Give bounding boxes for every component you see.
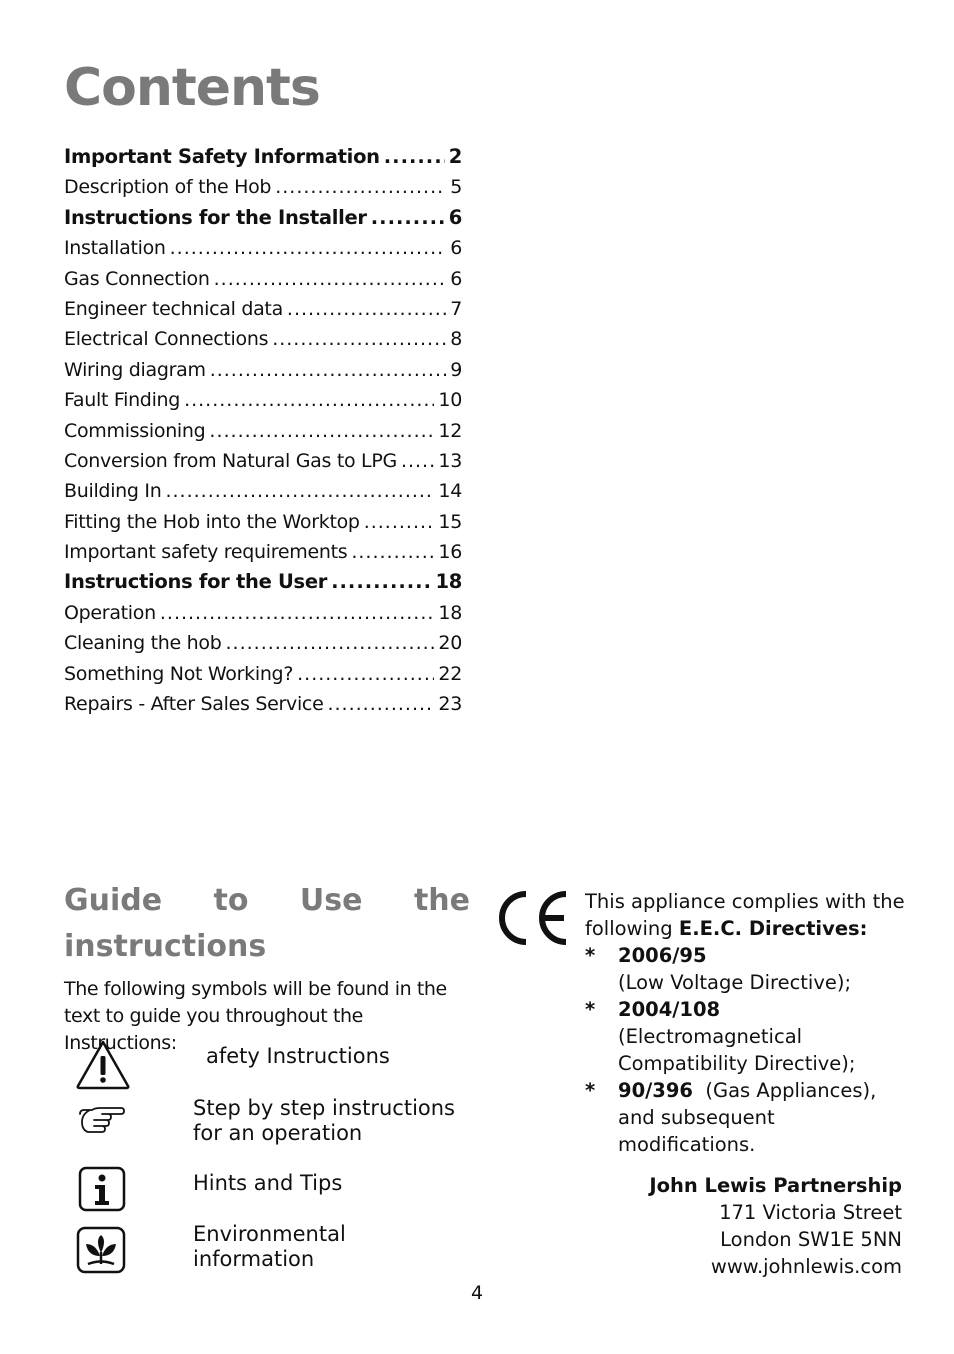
- toc-entry[interactable]: [64, 476, 462, 506]
- directive-code: 2006/95: [618, 944, 707, 967]
- info-icon: [78, 1166, 128, 1214]
- page-title: Contents: [64, 58, 320, 118]
- toc-entry[interactable]: [64, 203, 462, 233]
- toc-entry-label: Wiring diagram: [64, 358, 206, 381]
- directives-block: [585, 888, 905, 1158]
- toc-leader-dots: [327, 689, 434, 719]
- directive-desc: (Electromagnetical Compatibility Directive);: [618, 1025, 856, 1075]
- toc-leader-dots: [170, 233, 447, 263]
- warning-triangle-icon: [74, 1038, 132, 1092]
- toc-entry-page: 15: [438, 510, 462, 533]
- toc-leader-dots: [351, 537, 434, 567]
- toc-leader-dots: [214, 264, 447, 294]
- toc-entry-label: Electrical Connections: [64, 328, 269, 351]
- toc-entry[interactable]: [64, 659, 462, 689]
- toc-entry[interactable]: [64, 507, 462, 537]
- toc-entry[interactable]: [64, 233, 462, 263]
- website-link[interactable]: www.johnlewis.com: [710, 1255, 902, 1278]
- toc-entry[interactable]: [64, 598, 462, 628]
- toc-leader-dots: [272, 324, 446, 354]
- toc-entry-page: 23: [438, 693, 462, 716]
- toc-entry[interactable]: [64, 689, 462, 719]
- toc-entry-label: Important Safety Information: [64, 145, 380, 168]
- toc-entry-page: 20: [438, 632, 462, 655]
- toc-leader-dots: [401, 446, 434, 476]
- toc-leader-dots: [275, 172, 446, 202]
- toc-entry-label: Operation: [64, 601, 156, 624]
- toc-entry-page: 9: [450, 358, 462, 381]
- toc-entry[interactable]: [64, 294, 462, 324]
- toc-entry-page: 6: [450, 237, 462, 260]
- toc-entry-label: Installation: [64, 237, 166, 260]
- toc-leader-dots: [165, 476, 434, 506]
- toc-entry-label: Something Not Working?: [64, 662, 294, 685]
- directives-intro-text: This appliance complies with the following: [585, 890, 905, 940]
- directive-code: 90/396: [618, 1079, 693, 1102]
- toc-entry-page: 8: [450, 328, 462, 351]
- toc-entry[interactable]: [64, 446, 462, 476]
- toc-leader-dots: [226, 628, 435, 658]
- directive-item: [585, 942, 905, 996]
- directive-desc: (Low Voltage Directive);: [618, 971, 852, 994]
- toc-entry-page: 6: [450, 267, 462, 290]
- toc-leader-dots: [384, 142, 445, 172]
- page-number: 4: [470, 1282, 484, 1304]
- toc-entry-label: Description of the Hob: [64, 176, 272, 199]
- toc-leader-dots: [371, 203, 445, 233]
- toc-entry-page: 12: [438, 419, 462, 442]
- symbol-text-hints: Hints and Tips: [193, 1171, 343, 1195]
- directive-closing: and subsequent modifications.: [618, 1106, 775, 1156]
- toc-entry-page: 5: [450, 176, 462, 199]
- toc-entry-label: Gas Connection: [64, 267, 210, 290]
- guide-intro: The following symbols will be found in the text to guide you throughout the Instructions:: [64, 978, 447, 1054]
- symbol-text-steps: Step by step instructions for an operation: [193, 1096, 455, 1145]
- toc-entry-label: Instructions for the Installer: [64, 205, 367, 229]
- toc-entry-page: 2: [448, 145, 462, 168]
- toc-entry-label: Cleaning the hob: [64, 632, 222, 655]
- toc-entry[interactable]: [64, 537, 462, 567]
- toc-entry[interactable]: [64, 567, 462, 597]
- environment-leaf-icon: [76, 1226, 128, 1276]
- toc-entry[interactable]: [64, 628, 462, 658]
- toc-entry-page: 10: [438, 389, 462, 412]
- toc-leader-dots: [287, 294, 446, 324]
- toc-entry[interactable]: [64, 324, 462, 354]
- directives-intro-bold: E.E.C. Directives:: [678, 917, 868, 940]
- toc-entry-page: 18: [438, 601, 462, 624]
- address-city: London SW1E 5NN: [720, 1228, 902, 1251]
- ce-mark-icon: [496, 890, 572, 946]
- toc-entry-page: 7: [450, 297, 462, 320]
- toc-entry[interactable]: [64, 385, 462, 415]
- directives-intro: [585, 888, 905, 942]
- toc-entry-page: 14: [438, 480, 462, 503]
- toc-entry[interactable]: [64, 264, 462, 294]
- toc-entry-label: Fault Finding: [64, 389, 181, 412]
- toc-entry-page: 18: [435, 570, 462, 594]
- toc-leader-dots: [297, 659, 434, 689]
- toc-leader-dots: [364, 507, 435, 537]
- toc-entry-page: 6: [448, 205, 462, 229]
- toc-leader-dots: [209, 416, 434, 446]
- toc-leader-dots: [210, 355, 447, 385]
- toc-entry-label: Commissioning: [64, 419, 206, 442]
- symbol-text-environment: Environmental information: [193, 1222, 346, 1271]
- toc-entry[interactable]: [64, 172, 462, 202]
- directive-bullet: *: [585, 1079, 596, 1102]
- toc-entry-page: 13: [438, 449, 462, 472]
- toc-entry-label: Important safety requirements: [64, 541, 348, 564]
- toc-entry[interactable]: [64, 142, 462, 172]
- directive-item: [585, 996, 905, 1077]
- toc-entry-label: Conversion from Natural Gas to LPG: [64, 449, 397, 472]
- toc-entry-label: Building In: [64, 480, 162, 503]
- symbol-text-safety: afety Instructions: [206, 1044, 390, 1068]
- address-street: 171 Victoria Street: [719, 1201, 902, 1224]
- company-name: John Lewis Partnership: [649, 1174, 902, 1197]
- directive-desc: (Gas Appliances),: [705, 1079, 877, 1102]
- toc-entry-page: 16: [438, 541, 462, 564]
- pointing-hand-icon: [76, 1104, 126, 1138]
- toc-entry-page: 22: [438, 662, 462, 685]
- address-block: [649, 1172, 902, 1280]
- toc-entry-label: Fitting the Hob into the Worktop: [64, 510, 360, 533]
- toc-entry[interactable]: [64, 416, 462, 446]
- guide-title: Guide to Use the instructions: [64, 883, 470, 964]
- table-of-contents: [64, 142, 462, 719]
- toc-leader-dots: [184, 385, 434, 415]
- directive-bullet: *: [585, 944, 596, 967]
- directive-bullet: *: [585, 998, 596, 1021]
- toc-entry-label: Repairs - After Sales Service: [64, 693, 324, 716]
- directive-code: 2004/108: [618, 998, 721, 1021]
- toc-entry-label: Engineer technical data: [64, 297, 283, 320]
- toc-entry-label: Instructions for the User: [64, 570, 328, 594]
- toc-entry[interactable]: [64, 355, 462, 385]
- directive-item: [585, 1077, 905, 1158]
- toc-leader-dots: [160, 598, 435, 628]
- toc-leader-dots: [331, 567, 431, 597]
